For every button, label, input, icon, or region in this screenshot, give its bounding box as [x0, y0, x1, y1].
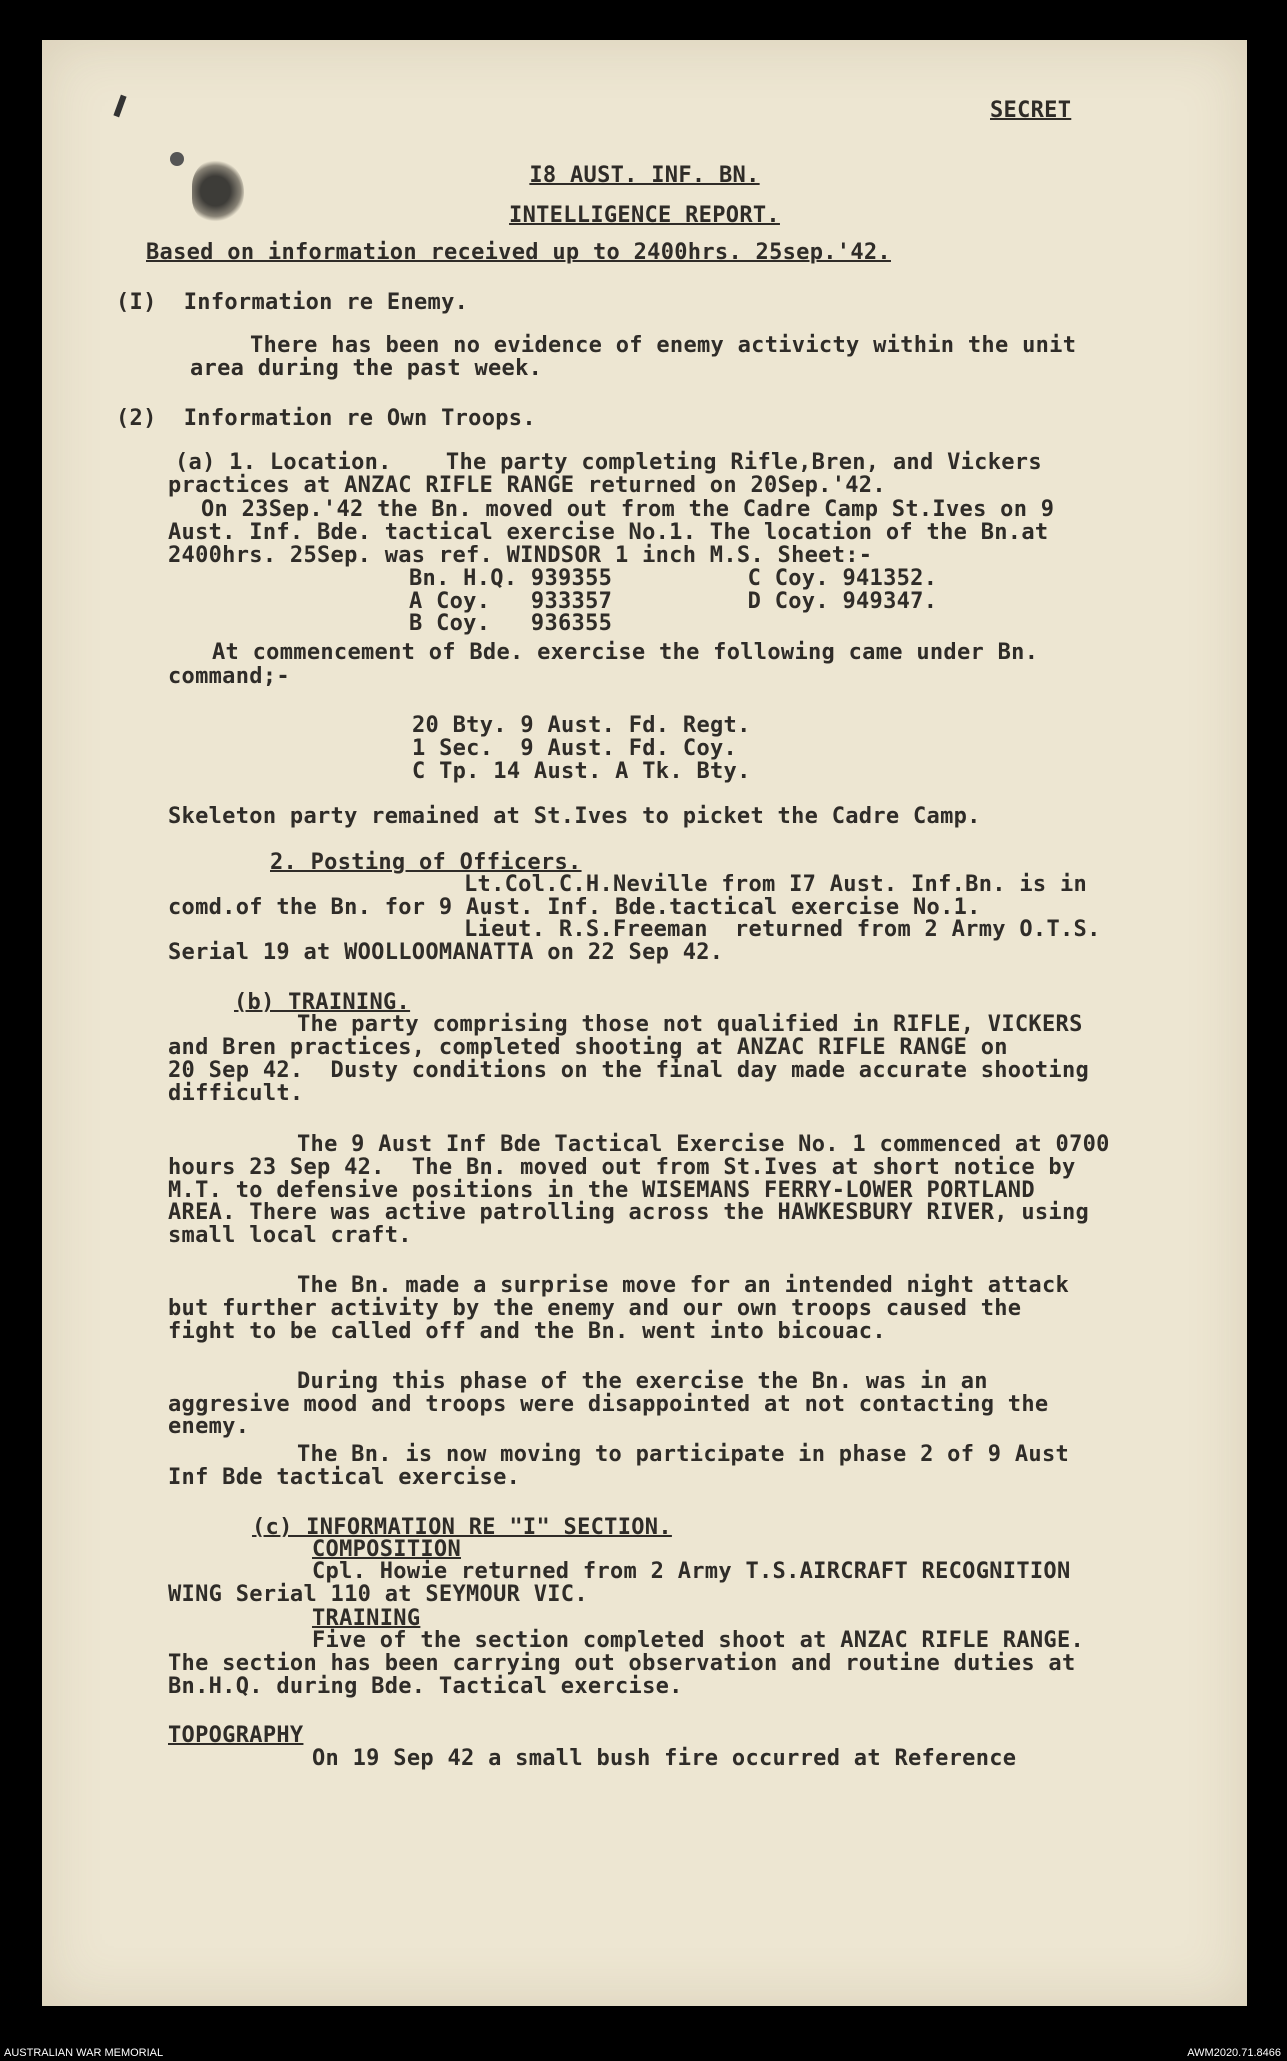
document-page — [42, 40, 1247, 2006]
command-intro-line: At commencement of Bde. exercise the following came under Bn. — [212, 640, 1039, 665]
location-line: (a) 1. Location. The party completing Rifle,Bren, and Vickers — [175, 450, 1042, 475]
classification-mark: SECRET — [990, 98, 1072, 123]
posting-line: comd.of the Bn. for 9 Aust. Inf. Bde.tactical exercise No.1. — [168, 895, 981, 920]
section-1-heading: (I) Information re Enemy. — [116, 290, 469, 315]
posting-heading: 2. Posting of Officers. — [270, 850, 582, 875]
phase-line: enemy. — [168, 1414, 250, 1439]
i-section-line: Bn.H.Q. during Bde. Tactical exercise. — [168, 1674, 683, 1699]
command-unit: C Tp. 14 Aust. A Tk. Bty. — [412, 759, 751, 784]
phase-line: During this phase of the exercise the Bn. was in an — [297, 1369, 988, 1394]
coordinates-line: Bn. H.Q. 939355 C Coy. 941352. — [409, 566, 938, 591]
location-line: On 23Sep.'42 the Bn. moved out from the Cadre Camp St.Ives on 9 — [201, 497, 1055, 522]
posting-line: Lieut. R.S.Freeman returned from 2 Army O.T.S. — [464, 917, 1101, 942]
exercise-line: The 9 Aust Inf Bde Tactical Exercise No. 1 commenced at 0700 — [297, 1132, 1110, 1157]
i-section-line: The section has been carrying out observation and routine duties at — [168, 1651, 1076, 1676]
phase-line: aggresive mood and troops were disappointed at not contacting the — [168, 1392, 1049, 1417]
topography-line: On 19 Sep 42 a small bush fire occurred at Reference — [312, 1746, 1017, 1771]
section-1-line: area during the past week. — [190, 356, 543, 381]
moving-line: Inf Bde tactical exercise. — [168, 1465, 521, 1490]
section-1-line: There has been no evidence of enemy activicty within the unit — [250, 333, 1077, 358]
footer-credit: AUSTRALIAN WAR MEMORIAL — [4, 2047, 164, 2059]
skeleton-line: Skeleton party remained at St.Ives to picket the Cadre Camp. — [168, 804, 981, 829]
training-heading: (b) TRAINING. — [234, 990, 411, 1015]
training-line: and Bren practices, completed shooting at ANZAC RIFLE RANGE on — [168, 1035, 1008, 1060]
location-line: Aust. Inf. Bde. tactical exercise No.1. The location of the Bn.at — [168, 520, 1049, 545]
section-2-heading: (2) Information re Own Troops. — [116, 406, 536, 431]
posting-line: Serial 19 at WOOLLOOMANATTA on 22 Sep 42. — [168, 940, 724, 965]
coordinates-line: B Coy. 936355 — [409, 611, 613, 636]
command-unit: 20 Bty. 9 Aust. Fd. Regt. — [412, 713, 751, 738]
posting-line: Lt.Col.C.H.Neville from I7 Aust. Inf.Bn. is in — [464, 872, 1088, 897]
exercise-line: small local craft. — [168, 1223, 412, 1248]
i-section-heading: (c) INFORMATION RE "I" SECTION. — [252, 1515, 672, 1540]
moving-line: The Bn. is now moving to participate in phase 2 of 9 Aust — [297, 1442, 1070, 1467]
i-section-line: Cpl. Howie returned from 2 Army T.S.AIRCRAFT RECOGNITION — [312, 1559, 1071, 1584]
ink-mark — [113, 95, 126, 118]
command-unit: 1 Sec. 9 Aust. Fd. Coy. — [412, 736, 738, 761]
report-title: INTELLIGENCE REPORT. — [509, 203, 780, 228]
location-line: 2400hrs. 25Sep. was ref. WINDSOR 1 inch M.S. Sheet:- — [168, 543, 873, 568]
exercise-line: hours 23 Sep 42. The Bn. moved out from St.Ives at short notice by — [168, 1155, 1076, 1180]
surprise-line: but further activity by the enemy and our own troops caused the — [168, 1296, 1022, 1321]
surprise-line: fight to be called off and the Bn. went into bicouac. — [168, 1319, 886, 1344]
location-line: practices at ANZAC RIFLE RANGE returned on 20Sep.'42. — [168, 473, 886, 498]
i-training-heading: TRAINING — [312, 1606, 421, 1631]
composition-heading: COMPOSITION — [312, 1537, 461, 1562]
surprise-line: The Bn. made a surprise move for an intended night attack — [297, 1273, 1070, 1298]
i-section-line: WING Serial 110 at SEYMOUR VIC. — [168, 1582, 588, 1607]
i-section-line: Five of the section completed shoot at ANZAC RIFLE RANGE. — [312, 1628, 1085, 1653]
command-intro-line: command;- — [168, 664, 290, 689]
based-on-line: Based on information received up to 2400hrs. 25sep.'42. — [146, 240, 891, 265]
topography-heading: TOPOGRAPHY — [168, 1723, 304, 1748]
footer-accession-number: AWM2020.71.8466 — [1187, 2047, 1281, 2059]
exercise-line: M.T. to defensive positions in the WISEMANS FERRY-LOWER PORTLAND — [168, 1178, 1035, 1203]
unit-heading: I8 AUST. INF. BN. — [529, 163, 760, 188]
training-line: The party comprising those not qualified in RIFLE, VICKERS — [297, 1012, 1083, 1037]
training-line: 20 Sep 42. Dusty conditions on the final day made accurate shooting — [168, 1058, 1090, 1083]
training-line: difficult. — [168, 1081, 304, 1106]
coordinates-line: A Coy. 933357 D Coy. 949347. — [409, 589, 938, 614]
exercise-line: AREA. There was active patrolling across the HAWKESBURY RIVER, using — [168, 1200, 1090, 1225]
